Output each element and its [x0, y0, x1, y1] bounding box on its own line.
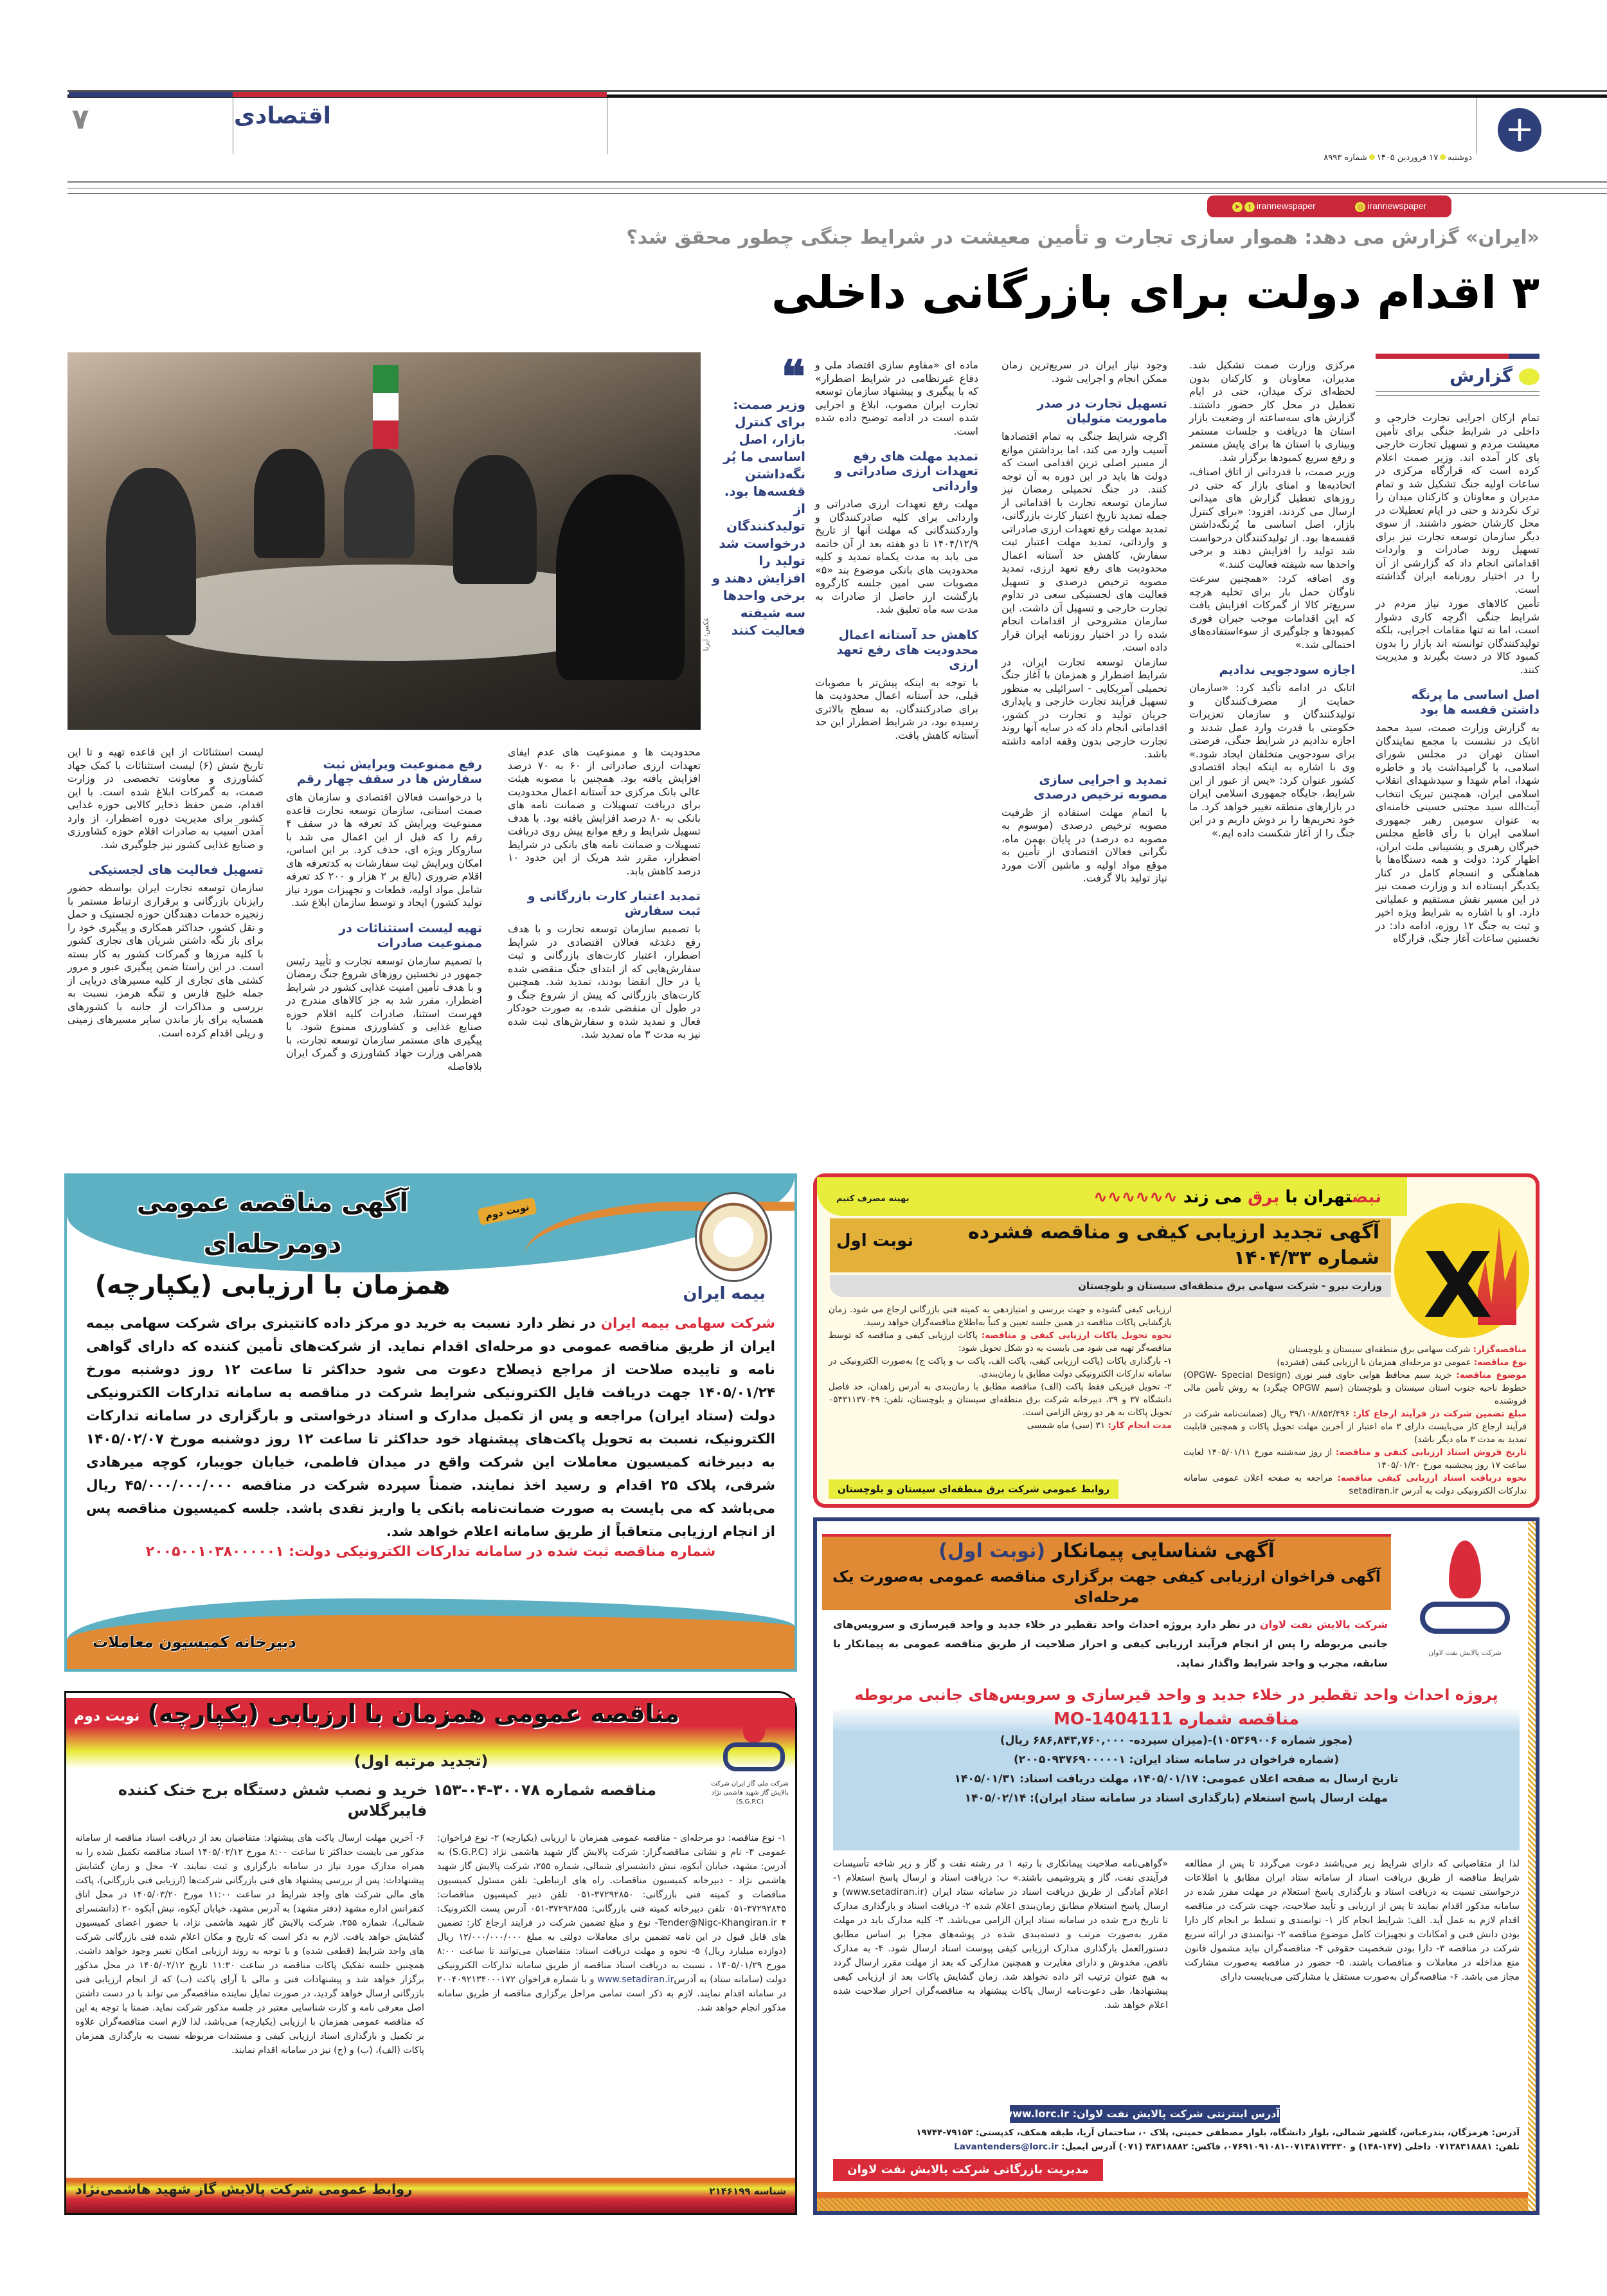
ad-column-right: ۱- نوع مناقصه: دو مرحله‌ای - مناقصه عمومی همزمان با ارزیابی (یکپارچه) ۲- نوع فراخوان: عمومی ۳- نام و نشانی مناقصه‌گزار: شرکت پالایش گاز شهید هاشمی نژاد (S.G.P.C) به آدرس: مشهد، خیابان آبکوه، نبش دانشسرای شمالی، شماره ۲۵۵، شرکت پالایش گاز شهید هاشمی نژاد - دبیرخانه کمیسیون مناقصات. راه های ارتباطی: تلفن مسئول کمیسیون مناقصات و کمیته فنی بازرگانی: ۳۷۲۹۲۸۵۰-۰۵۱ تلفن دبیر کمیسیون مناقصات: ۳۷۲۹۲۸۴۵-۰۵۱ تلفن دبیرخانه کمیته فنی بازرگانی: ۳۷۲۹۲۸۵۵-۰۵۱ آدرس پست الکترونیک: Tender@Nigc-Khangiran.ir ۴- نوع و مبلغ تضمین شرکت در فرایند ارجاع کار: تضمین های قابل قبول در این نامه تضمین برای معاملات دولتی به مبلغ ۱۲/۰۰۰/۰۰۰/۰۰۰ ریال (دوازده میلیارد ریال) ۵- نحوه و مهلت دریافت اسناد: متقاضیان می‌توانند تا ساعت ۸:۰۰ مورخ ۱۴۰۵/۰۱/۲۹ ، نسبت به دریافت اسناد مناقصه از طریق سامانه تدارکات الکترونیکی دولت (سامانه ستاد) به آدرسwww.setadiran.ir و با شماره فراخوان ۲۰۰۴۰۹۲۱۳۴۰۰۰۱۷۲ در سامانه اقدام نمایند. لازم به ذکر است تمامی مراحل برگزاری مناقصه از طریق سامانه مذکور انجام خواهد شد.: [437, 1833, 787, 2013]
article-paragraph: با توجه به اینکه پیش‌تر با مصوبات قبلی، حد آستانه اعمال محدودیت ها برای صادرکنندگان، به سطح بالاتری رسیده بود، در شرایط اضطرار این حد آستانه کاهش یافت.: [815, 676, 978, 741]
dateline: [1221, 153, 1472, 163]
article-paragraph: تأمین کالاهای مورد نیاز مردم در شرایط جنگی اگرچه کاری دشوار است، اما نه تنها مقامات اجرایی، بلکه تولیدکنندگان توانسته اند بازار را بدون کمبود کالا در دست بگیرند و مدیریت کنند.: [1376, 597, 1540, 676]
article-subheading: اصل اساسی ما پرنگه داشتن قفسه ها بود: [1411, 688, 1540, 717]
social-handles: [1207, 195, 1451, 217]
article-subheading: اجازه سودجویی ندادیم: [1219, 663, 1355, 677]
article-paragraph: وی اضافه کرد: «همچنین سرعت ناوگان حمل بار برای تخلیه هرچه سریع‌تر کالا از گمرکات افزایش یافت که این اقدامات موجب جبران فوری کمبودها و جلوگیری از سوءاستفاده‌های احتمالی شد.»: [1189, 572, 1355, 651]
ad-electric-tender: [813, 1173, 1540, 1508]
page-number: ۷: [71, 103, 89, 136]
article-column-6: [286, 746, 482, 1132]
article-paragraph: محدودیت ها و ممنوعیت های عدم ایفای تعهدات ارزی صادراتی از ۶۰ به ۷۰ درصد افزایش یافته بود. همچنین با مصوبه هیئت عالی بانک مرکزی حد آستانه اعمال محدودیت برای دریافت تسهیلات و ضمانت نامه های بانکی به ۸۰ درصد افزایش یافته بود. با هدف تسهیل شرایط و رفع موانع پیش روی دریافت تسهیلات و ضمانت نامه های بانکی در شرایط اضطرار، مقرر شد هریک از این حدود ۱۰ درصد کاهش یابد.: [508, 746, 701, 877]
article-paragraph: با اتمام مهلت استفاده از ظرفیت مصوبه ترخیص درصدی (موسوم به مصوبه ده درصد) در پایان بهمن ماه، نگرانی فعالان اقتصادی از تأمین به موقع مواد اولیه و ماشین آلات مورد نیاز تولید بالا گرفت.: [1001, 806, 1167, 884]
article-subheading: رفع ممنوعیت ویرایش ثبت سفارش ها در سقف چهار رقم: [296, 757, 482, 786]
ad-turn-badge: نوبت دوم: [477, 1197, 537, 1225]
project-box: پروژه احداث واحد تقطیر در خلاء جدید و واحد قیرسازی و سرویس‌های جانبی مربوطه مناقصه شماره MO-1404111 (مجوز شماره ۱۰۵۳۶۹۰۰۶)-(میزان سپرده- ۶۸۶,۸۴۳,۷۶۰,۰۰۰ ریال) (شماره فراخوان در سامانه ستاد ایران: ۲۰۰۵۰۹۳۷۶۹۰۰۰۰۰۱) تاریخ ارسال به صفحه اعلان عمومی: ۱۴۰۵/۰۱/۱۷، مهلت دریافت اسناد: ۱۴۰۵/۰۱/۳۱ مهلت ارسال پاسخ استعلام (بارگذاری اسناد در سامانه ستاد ایران): ۱۴۰۵/۰۲/۱۴: [833, 1682, 1520, 1850]
article-paragraph: اگرچه شرایط جنگی به تمام اقتصادها آسیب وارد می کند، اما برداشتن موانع از مسیر اصلی ترین اقدامی است که دولت ها باید در این دوره به آن توجه کنند. در جنگ تحمیلی رمضان نیز سازمان توسعه تجارت با اقداماتی از جمله تمدید تاریخ اعتبار کارت بازرگانی، تمدید مهلت رفع تعهدات ارزی صادراتی و وارداتی، تمدید مهلت اعتبار ثبت سفارش، کاهش حد آستانه اعمال محدودیت های رفع تعهد ارزی، تمدید مصوبه ترخیص درصدی و تسهیل فعالیت های لجستیکی سعی در تداوم تجارت خارجی و تسهیل آن داشت. این سازمان مشروحی از اقدامات انجام شده را در اختیار روزنامه ایران قرار داده است.: [1001, 430, 1167, 653]
logo-name: شرکت پالایش نفت لاوان: [1428, 1649, 1502, 1657]
instagram-icon: ◎: [1355, 202, 1365, 212]
ad-column-left: ۶- آخرین مهلت ارسال پاکت های پیشنهاد: متقاضیان بعد از دریافت اسناد مناقصه از سامانه مذکور می بایست حداکثر تا ساعت ۸:۰۰ مورخ ۱۴۰۵/۰۲/۱۲ اسناد مناقصه تکمیل شده را به همراه مدارک مورد نیاز در سامانه بارگزاری و ثبت نمایند. ۷- محل و زمان گشایش پیشنهادات: پس از بررسی پیشنهاد های فنی بازرگانی شرکت‌ها (ارزیابی فنی بازرگانی)، پاکت های مالی شرکت های واجد شرایط در ساعت ۱۱:۰۰ مورخ ۱۴۰۵/۰۳/۲۰ در محل اتاق کنفرانس اداره مشهد (دفتر مشهد) به آدرس مشهد، خیابان آبکوه، نبش آبکوه ۲۰ (دانشسرای شمالی)، شماره ۲۵۵، شرکت پالایش گاز شهید هاشمی نژاد، با حضور اعضای کمیسیون گشایش خواهد یافت. لازم به ذکر است که تاریخ و مکان اعلام شده فنی بازرگانی شرکت های واجد شرایط (قطعی شده) و با توجه به روند ارزیابی امکان تغییر وجود خواهد داشت. همچنین جلسه تفکیک پاکات مناقصه در ساعت ۱۱:۳۰ تاریخ ۱۴۰۵/۰۲/۱۲ در محل مذکور برگزار خواهد شد و پیشنهادات فنی و مالی با آرای پاکت (ب) که از انجام ارزیابی فنی بازرگانی ارسال خواهد گردید، در صورت تمایل نماینده مناقصه‌گر می تواند با در دست داشتن اصل معرفی نامه و کارت شناسایی معتبر در جلسه مذکور شرکت نماید. ضمنا با توجه به این که مناقصه عمومی همزمان با ارزیابی (یکپارچه) می‌باشد، لذا لازم است مناقصه‌گران علاوه بر تکمیل و بارگذاری اسناد ارزیابی کیفی و مستندات مربوطه نسبت به بارگذاری همزمان پاکات (الف)، (ب) و (ج) نیز در سامانه اقدام نمایند.: [75, 1833, 425, 2056]
twitter-icon: t: [1244, 202, 1255, 212]
article-paragraph: وزیر صمت، با قدردانی از اتاق اصناف، اتحادیه‌ها و امنای بازار که حتی در روزهای تعطیل گزارش های میدانی ارسال می کردند، افزود: «برای کنترل بازار، اصل اساسی ما پُرنگه‌داشتن قفسه‌ها بود. از تولیدکنندگان درخواست شد تولید را افزایش دهند و برخی واحدها سه شیفته فعالیت کنند.»: [1189, 466, 1355, 570]
article-column-3: [1001, 359, 1167, 1130]
ad-signature: دبیرخانه کمیسیون معاملات: [93, 1633, 296, 1651]
article-paragraph: به گزارش وزارت صمت، سید محمد اتابک در نشست با مجمع نمایندگان استان تهران در مجلس شورای اسلامی، با گرامیداشت یاد و خاطره شهدا، امام شهدا و سیدشهدای انقلاب اسلامی ایران، همچنین تبریک انتخاب آیت‌الله سید مجتبی حسینی خامنه‌ای به عنوان سومین رهبر جمهوری اسلامی ایران با رأی قاطع مجلس خبرگان رهبری و پشتیبانی ملت ایران، اظهار کرد: دولت و همه دستگاه‌ها با هماهنگی و انسجام کامل در کنار یکدیگر ایستاده اند و وزارت صمت نیز در این مسیر نقش مستقیم و عملیاتی دارد. او با اشاره به شرایط ویژه اخیر و ثبت به جنگ ۱۲ روزه، ادامه داد: در نخستین ساعات آغاز جنگ، قرارگاه: [1376, 721, 1540, 945]
ad-clause: تاریخ فروش اسناد ارزیابی کیفی و مناقصه: از روز سه‌شنبه مورخ ۱۴۰۵/۰۱/۱۱ لغایت ساعت ۱۷ روز پنجشنبه مورخ ۱۴۰۵/۰۱/۲۰: [1183, 1447, 1527, 1470]
electric-tower-logo-icon: X: [1394, 1203, 1529, 1338]
ad-column-left: «گواهی‌نامه صلاحیت پیمانکاری با رتبه ۱ در رشته نفت و گاز و زیر شاخه تأسیسات فرآیندی نفت، گاز و پتروشیمی باشند.» ب: دریافت اسناد و ارسال پاسخ استعلام ۱- اعلام آمادگی از طریق دریافت اسناد در سامانه ستاد ایران (www.setadiran.ir) و ارسال پاسخ استعلام مطابق زمان‌بندی اعلام شده ۲- دریافت اسناد و بارگذاری مدارک تا تاریخ درج شده در سامانه ستاد ایران الزامی می‌باشد. ۳- کلیه مدارک باید در مهلت مقرر به‌صورت مرتب و دسته‌بندی شده در پوشه‌های مجزا بر اساس مطابق دستورالعمل بارگذاری مدارک ارزیابی کیفی پیوست اسناد ارسال شود. ۴- به مدارک ناقص، مخدوش و دارای مغایرت و همچنین مدارکی که بعد از مهلت مقرر ارسال گردد به هیچ عنوان ترتیب اثر داده نخواهد شد. زمان گشایش پاکات بعد از ارزیابی کیفی پیشنهادها، طی دعوت‌نامه ارسال پاکات پیشنهاد به مناقصه‌گران احراز صلاحیت شده اعلام خواهد شد.: [833, 1859, 1169, 2011]
ad-signature: مدیریت بازرگانی شرکت پالایش نفت لاوان: [833, 2159, 1103, 2181]
article-column-7: [67, 746, 264, 1132]
ad-lavan-refinery: [813, 1517, 1540, 2215]
report-label: گزارش: [1376, 365, 1540, 386]
tender-registration-number: شماره مناقصه ثبت شده در سامانه تدارکات الکترونیکی دولت: ۲۰۰۵۰۰۱۰۳۸۰۰۰۰۰۱: [145, 1544, 716, 1560]
article-column-4: [815, 359, 978, 1130]
article-subheading: کاهش حد آستانه اعمال محدودیت های رفع تعهد ارزی: [836, 628, 978, 672]
rule: [1376, 391, 1540, 396]
article-kicker: «ایران» گزارش می دهد: هموار سازی تجارت و تأمین معیشت در شرایط جنگی چطور محقق شد؟: [626, 226, 1540, 249]
article-paragraph: وجود نیاز ایران در سریع‌ترین زمان ممکن انجام و اجرایی شود.: [1001, 359, 1167, 384]
article-subheading: تسهیل فعالیت های لجستیکی: [88, 863, 264, 877]
ad-title: آگهی تجدید ارزیابی کیفی و مناقصه فشرده شماره ۱۴۰۴/۳۳: [830, 1218, 1391, 1272]
brand-name: بیمه ایران: [683, 1284, 766, 1303]
ad-clause: نحوه دریافت اسناد ارزیابی کیفی مناقصه: مراجعه به صفحه اعلان عمومی سامانه تدارکات الکترونیکی دولت به آدرس setadiran.ir: [1183, 1473, 1527, 1496]
ad-clause: مبلغ تضمین شرکت در فرآیند ارجاع کار: ۳۹/۱۰۸/۸۵۲/۴۹۶ ریال (ضمانت‌نامه شرکت در فرآیند ارجاع کار می‌بایست دارای ۳ ماه اعتبار از آخرین مهلت تحویل پاکات و همچنین قابلیت تمدید به مدت ۳ ماه دیگر باشد): [1183, 1409, 1527, 1445]
email-link[interactable]: Lavantenders@lorc.ir: [954, 2142, 1059, 2152]
article-subheading: تمدید اعتبار کارت بازرگانی و ثبت سفارش: [527, 889, 701, 918]
article-paragraph: تمام ارکان اجرایی تجارت خارجی و داخلی در شرایط جنگی برای تأمین معیشت مردم و تسهیل تجارت خارجی پای کار آمده اند. وزیر صمت اعلام کرده است که قرارگاه مرکزی در ساعات اولیه جنگ تشکیل شد و تمام مدیران و معاونان و کارکنان میدان را ترک نکردند و حتی در ایام تعطیلات در محل کارشان حضور داشتند. از سوی دیگر سازمان توسعه تجارت نیز برای تسهیل روند صادرات و واردات اقداماتی انجام داد که گزارشی از آن را در اختیار روزنامه ایران گذاشته است.: [1376, 411, 1540, 595]
ad-column-right: [1183, 1303, 1527, 1496]
tender-title: مناقصه شماره ۳۰۰۷۸-۰۴-۱۵۳ خرید و نصب شش دستگاه برج خنک کننده فایبرگلاس: [118, 1781, 657, 1820]
plus-icon: +: [1498, 108, 1541, 152]
dot-icon: [1519, 368, 1540, 385]
article-subheading: تسهیل تجارت در صدر ماموریت متولیان: [1037, 397, 1167, 426]
ad-organization: وزارت نیرو - شرکت سهامی برق منطقه‌ای سیستان و بلوچستان: [830, 1275, 1391, 1297]
rule: [67, 181, 1607, 183]
pull-quote: ❝ وزیر صمت: برای کنترل بازار، اصل اساسی ما پُر نگه‌داشتن قفسه‌ها بود. از تولیدکنندگان درخواست شد تولید را افزایش دهند و برخی واحدها سه شیفته فعالیت کنند: [710, 357, 805, 639]
telegram-twitter-handle[interactable]: ➤ t irannewspaper: [1232, 201, 1316, 212]
rule: [67, 193, 1607, 194]
report-tag-bar: [1376, 354, 1540, 360]
article-column-5: [508, 746, 701, 1132]
weekday: دوشنبه: [1448, 153, 1472, 163]
ad-clause: مناقصه‌گزار: شرکت سهامی برق منطقه‌ای سیستان و بلوچستان: [1288, 1344, 1527, 1355]
article-paragraph: با درخواست فعالان اقتصادی و سازمان های صمت استانی، سازمان توسعه تجارت قاعده ممنوعیت ویرایش کد تعرفه ها در سقف ۴ رقم را که قبل از این اعمال می شد با سازوکار ویژه ای، حذف کرد. بر این اساس، امکان ویرایش ثبت سفارشات به کدتعرفه های اقلام ضروری (بالغ بر ۲ هزار و ۲۰۰ کد تعرفه شامل مواد اولیه، قطعات و تجهیزات مورد نیاز تولید کشور) ایجاد و توسط سازمان ابلاغ شد.: [286, 791, 483, 908]
website-link[interactable]: www.lorc.ir: [1003, 2108, 1070, 2120]
ad-title: مناقصه عمومی همزمان با ارزیابی (یکپارچه): [147, 1699, 679, 1728]
ad-signature: روابط عمومی شرکت پالایش گاز شهید هاشمی‌نژاد: [75, 2182, 413, 2197]
telegram-icon: ➤: [1232, 202, 1243, 212]
ad-clause: ۲- تحویل فیزیکی فقط پاکت (الف) مناقصه مطابق با زمان‌بندی به آدرس زاهدان، حد فاصل دانشگاه ۳۷ و ۳۹، دبیرخانه شرکت برق منطقه‌ای سیستان و بلوچستان، تلفن: ۰۵۴۳۱۱۳۷۰۴۹ تحویل پاکات به هر دو روش الزامی است.: [829, 1382, 1172, 1418]
article-paragraph: ماده ای «مقاوم سازی اقتصاد ملی و دفاع غیرنظامی در شرایط اضطرار» که با پیگیری و پیشنهاد سازمان توسعه تجارت ایران مصوب، ابلاغ و اجرایی شده است در ادامه توضیح داده شده است.: [815, 359, 978, 437]
article-column-2: [1189, 359, 1355, 1130]
ad-clause: نحوه تحویل پاکات ارزیابی کیفی و مناقصه: پاکات ارزیابی کیفی و مناقصه که توسط مناقصه‌گر تهیه می شود می بایست به دو شکل تحویل شود:: [829, 1330, 1172, 1353]
header-bar-red: [233, 92, 607, 97]
rule: [67, 188, 1607, 189]
article-paragraph: مرکزی وزارت صمت تشکیل شد. مدیران، معاونان و کارکنان بدون لحظه‌ای ترک میدان، حتی در ایام تعطیل در محل کار حضور داشتند. گزارش های سه‌ساعته از وضعیت بازار استان ها دریافت و جلسات مستمر وبیناری با استان ها برای پایش مستمر و رفع سریع کمبودها برگزار شد.: [1189, 359, 1355, 464]
article-subheading: تمدید و اجرایی سازی مصوبه ترخیص درصدی: [1033, 772, 1167, 802]
ad-clause: نوع مناقصه: عمومی دو مرحله‌ای همزمان با ارزیابی کیفی (فشرده): [1277, 1357, 1527, 1368]
article-paragraph: لیست استثنائات از این قاعده تهیه و تا این تاریخ شش (۶) لیست استثنائات با کمک جهاد کشاورزی و معاونت تخصصی در وزارت صمت، به گمرکات ابلاغ شده است. با این اقدام، ضمن حفظ ذخایر کالایی حوزه غذایی کشور برای مدیریت دوره اضطرار، از وارد آمدن آسیب به صادرات اقلام حوزه کشاورزی و صنایع غذایی کشور نیز جلوگیری شد.: [67, 746, 264, 851]
instagram-handle[interactable]: ◎ irannewspaper: [1355, 201, 1426, 212]
section-title: اقتصادی: [233, 103, 331, 129]
article-paragraph: اتابک در ادامه تأکید کرد: «سازمان حمایت از مصرف‌کنندگان و تولیدکنندگان و سازمان تعزیرات حکومتی با قدرت وارد عمل شدند و اجازه ندادیم در شرایط جنگی، فرصتی برای سودجویی متخلفان ایجاد شود.» وی با اشاره به اینکه ایجاد اقتصادی کشور عنوان کرد: «پس از عبور از این شرایط، جایگاه جمهوری اسلامی ایران در بازارهای منطقه تغییر خواهد کرد. ما خود تحریم‌ها را بر دوش داریم و در این جنگ را از آغاز شکست داده ایم.»: [1189, 682, 1355, 839]
article-paragraph: سازمان توسعه تجارت ایران بواسطه حضور رایزنان بازرگانی و برقراری ارتباط مستمر با زنجیره خدمات دهندگان حوزه لجستیک و حمل و نقل کشور، حداکثر همکاری و پیگیری خود را برای باز نگه داشتن شریان های تجاری کشور با کلیه مرزها و گمرکات کشور به کار بسته است. در این راستا ضمن پیگیری عبور و مرور کشتی های تجاری از کلیه مسیرهای دریایی از جمله خلیج فارس و تنگه هرمز، نسبت به بررسی و مذاکرات از جانبه با کشورهای همسایه برای باز ماندن سایر مسیرهای زمینی و ریلی اقدام کرده است.: [67, 881, 264, 1039]
ad-column-left: [829, 1303, 1172, 1474]
iran-insurance-logo-icon: [695, 1192, 772, 1282]
article-paragraph: مهلت رفع تعهدات ارزی صادراتی و وارداتی برای کلیه صادرکنندگان و واردکنندگانی که مهلت آنها از تاریخ ۱۴۰۴/۱۲/۹ تا دو هفته بعد از آن خاتمه می یابد به مدت یکماه تمدید و کلیه محدودیت های بانکی موضوع بند «۵» مصوبات سی امین جلسه کارگروه بازگشت ارز حاصل از صادرات به مدت سه ماه تعلیق شد.: [815, 498, 978, 615]
article-paragraph: با تصمیم سازمان توسعه تجارت و تأیید رئیس جمهور در نخستین روزهای شروع جنگ رمضان و با هدف تأمین امنیت غذایی کشور در شرایط اضطرار، مقرر شد به جز کالاهای مندرج در فهرست استثنا، صادرات کلیه اقلام حوزه صنایع غذایی و کشاورزی ممنوع شود. با پیگیری های مستمر سازمان توسعه تجارت، با همراهی وزارت جهاد کشاورزی و گمرک ایران بلافاصله: [286, 954, 482, 1072]
ad-slogan-sub: بهینه مصرف کنیم: [836, 1194, 910, 1204]
issue-number: شماره ۸۹۹۳: [1324, 153, 1367, 163]
ad-clause: موضوع مناقصه: خرید سیم محافظ هوایی حاوی فیبر نوری (OPGW- Special Design) خطوط ناحیه جنوب استان سیستان و بلوچستان (سیم OPGW چیگرد) به روش تأمین مالی فروشنده: [1183, 1370, 1527, 1406]
ad-subtitle: (تجدید مرتبه اول): [354, 1752, 489, 1770]
ad-slogan: نبضتهران با برق می زند ∿∿∿∿∿∿: [1093, 1188, 1381, 1207]
article-paragraph: سازمان توسعه تجارت ایران، در شرایط اضطرار و همزمان با آغاز جنگ تحمیلی آمریکایی - اسرائیلی به منظور تسهیل فرآیند تجارت خارجی و پایداری جریان تولید و تجارت در کشور، اقداماتی انجام داد که در سایه آنها روند تجارت خارجی بدون وقفه ادامه داشته باشد.: [1001, 655, 1167, 760]
ad-gas-refinery-tender: [64, 1691, 797, 2215]
date: ۱۷ فروردین ۱۴۰۵: [1376, 153, 1439, 163]
ad-title: آگهی مناقصه عمومی دومرحله‌ای همزمان با ارزیابی (یکپارچه): [94, 1188, 451, 1300]
contact-info: آدرس: هرمزگان، بندرعباس، گلشهر شمالی، بلوار دانشگاه، بلوار مصطفی خمینی، پلاک ۰، ساختمان آریا، طبقه همکف، کدپستی: ۷۹۱۵۳-۱۹۷۴۴ تلفن: ۰۷۱۳۸۳۱۸۸۸۱ داخلی (۱۴۷-۱۴۸) و ۰۷۱۳۸۱۷۳۴۳۰-۰۷۶۹۱۰۹۱۰۸۱، فاکس: ۳۸۳۱۸۸۸۲ (۰۷۱) آدرس ایمیل: Lavantenders@lorc.ir: [916, 2128, 1520, 2152]
photo-caption: عکس: ایرنا: [702, 617, 710, 651]
ad-body: شرکت سهامی بیمه ایران در نظر دارد نسبت به خرید دو مرکز داده کانتینری برای شرکت سهامی بیمه ایران از طریق مناقصه عمومی دو مرحله‌ای اقدام نماید. از شرکت‌های تأمین کننده که دارای گواهی نامه و تاییده صلاحت از مراجع ذیصلاح دعوت می شود حداکثر تا ساعت ۱۲ روز دوشنبه مورخ ۱۴۰۵/۰۱/۲۴ جهت دریافت فایل الکترونیکی شرایط شرکت در مناقصه به سامانه تدارکات الکترونیکی دولت (ستاد ایران) مراجعه و پس از تکمیل مدارک و اسناد درخواستی و بارگزاری در سامانه تدارکات الکترونیک، نسبت به تحویل پاکت‌های پیشنهاد خود حداکثر تا ساعت ۱۲ روز دوشنبه مورخ ۱۴۰۵/۰۲/۰۷ به دبیرخانه کمیسیون معاملات این شرکت واقع در میدان فاطمی، خیابان جویبار، کوچه میرهادی شرقی، پلاک ۲۵ اقدام و رسید اخذ نمایند. ضمناً سپرده شرکت در مناقصه ۴۵/۰۰۰/۰۰۰/۰۰۰ ریال می‌باشد که می بایست به صورت ضمانت‌نامه بانکی یا واریز نقدی باشد. جلسه کمیسیون مناقصه پس از انجام ارزیابی متعاقباً از طریق سامانه اعلام خواهد شد.: [86, 1315, 776, 1540]
ad-id: شناسه ۲۱۴۶۱۹۹: [709, 2185, 786, 2197]
setadiran-link[interactable]: www.setadiran.ir: [597, 1975, 674, 1985]
nigc-logo-icon: [722, 1707, 786, 1778]
ad-iran-insurance-tender: [64, 1173, 797, 1672]
article-subheading: تهیه لیست استثنائات در ممنوعیت صادرات: [339, 921, 482, 950]
article-column-1: [1376, 411, 1540, 1132]
article-subheading: تمدید مهلت های رفع تعهدات ارزی صادراتی و وارداتی: [834, 449, 978, 493]
ad-column-right: لذا از متقاضیانی که دارای شرایط زیر می‌باشند دعوت می‌گردد تا پس از مطالعه شرایط مناقصه از طریق دریافت اسناد از سامانه ستاد ایران مطابق با اطلاعات درخواستی نسبت به دریافت اسناد و بارگذاری پاسخ استعلام در مهلت مقرر شده در سامانه مذکور اقدام نمایند تا پس از ارزیابی و تأیید صلاحیت، جهت شرکت در مناقصه اقدام لازم به عمل آید. الف: شرایط انجام کار ۱- توانمندی و تسلط بر انجام کار دارا بودن دانش فنی و امکانات و تجهیزات کامل موضوع مناقصه ۲- توانمندی در ارائه سریع شرکت در مناقصه ۳- دارا بودن شخصیت حقوقی ۴- مناقصه‌گران نباید مشمول قانون منع مداخله در معاملات و مناقصات باشند. ۵- حضور در مناقصه به‌صورت مشارکت مجاز می باشد. ۶- مناقصه‌گران به‌صورت مستقل یا مشارکتی می‌بایست دارای: [1185, 1859, 1520, 1982]
flag: [373, 365, 399, 449]
header-bar-blue: [69, 92, 233, 97]
ad-turn-badge: نوبت اول: [836, 1231, 914, 1251]
quote-icon: ❝: [781, 350, 805, 403]
ad-clause: مدت انجام کار: ۳۱ (سی) ماه شمسی: [1027, 1420, 1172, 1431]
ad-signature: روابط عمومی شرکت برق منطقه‌ای سیستان و بلوچستان: [829, 1479, 1118, 1499]
ad-clause: ارزیابی کیفی گشوده و جهت بررسی و امتیازدهی به کمیته فنی بازرگانی ارجاع می شود. زمان بازگشایی پاکات مناقصه در همین جلسه تعیین و کتباً به‌اطلاع مناقصه‌گران خواهد رسید.: [829, 1305, 1172, 1328]
ad-clause: ۱- بارگذاری پاکات (پاکت ارزیابی کیفی، پاکت الف، پاکت ب و پاکت ج) به‌صورت الکترونیکی در سامانه تدارکات الکترونیکی دولت مطابق با زمان‌بندی.: [829, 1356, 1172, 1379]
website-banner: آدرس اینترنتی شرکت پالایش نفت لاوان: www.lorc.ir: [1010, 2105, 1280, 2123]
logo-name: شرکت ملی گاز ایران شرکت پالایش گاز شهید هاشمی نژاد (S.G.P.C): [711, 1780, 789, 1805]
article-headline: ۳ اقدام دولت برای بازرگانی داخلی: [771, 266, 1540, 319]
article-photo: [67, 352, 701, 730]
article-paragraph: با تصمیم سازمان توسعه تجارت و با هدف رفع دغدغه فعالان اقتصادی در شرایط اضطرار، اعتبار کارت‌های بازرگانی و ثبت سفارش‌هایی که از ابتدای جنگ منقضی شده یا در حال انقضا بودند، تمدید شد. همچنین کارت‌های بازرگانی که پیش از شروع جنگ و در طول آن منقضی شده، به صورت خودکار فعال و تمدید شده و سفارش‌های ثبت شده نیز به مدت ۳ ماه تمدید شد.: [508, 923, 701, 1040]
lavan-refinery-logo-icon: [1414, 1541, 1516, 1643]
ad-title: آگهی شناسایی پیمانکار (نوبت اول) آگهی فراخوان ارزیابی کیفی جهت برگزاری مناقصه عمومی به‌صورت یک مرحله‌ای: [822, 1534, 1391, 1610]
ad-intro: شرکت پالایش نفت لاوان در نظر دارد پروژه احداث واحد تقطیر در خلاء جدید و واحد قیرسازی و سرویس‌های جانبی مربوطه را پس از انجام فرآیند ارزیابی کیفی و احراز صلاحیت از طریق مناقصه عمومی به پیمانکار با سابقه، مجرب و واجد شرایط واگذار نماید.: [833, 1618, 1388, 1669]
ad-turn-badge: نوبت دوم: [74, 1708, 140, 1724]
